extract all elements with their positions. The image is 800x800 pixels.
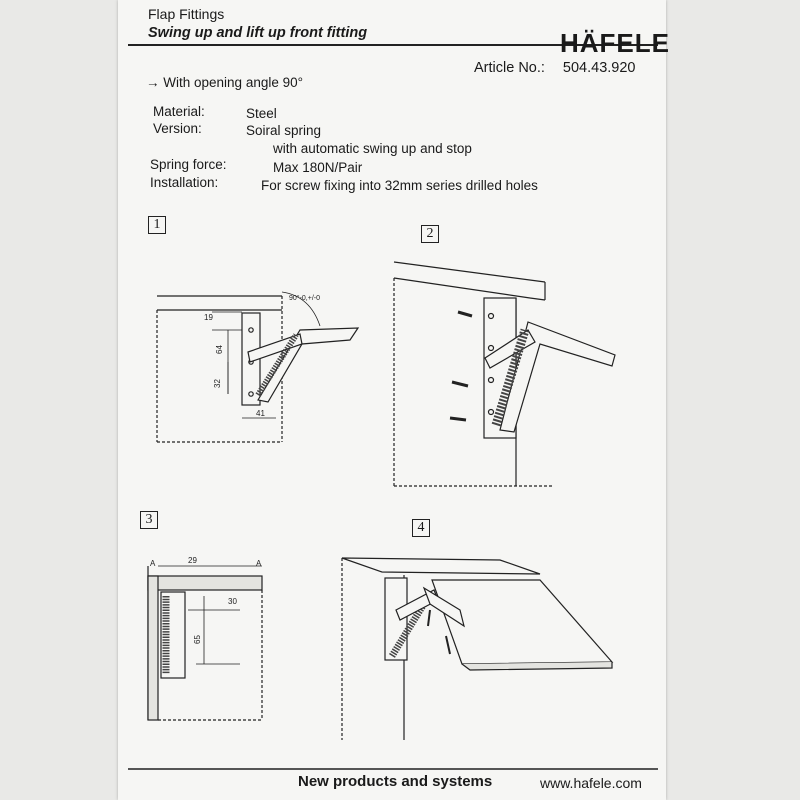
material-label: Material: [153,104,205,119]
spring-force-value: Max 180N/Pair [273,160,363,175]
footer-tagline: New products and systems [298,773,493,790]
installation-label: Installation: [150,175,219,190]
section-a-right: A [256,559,262,568]
dim-65-label: 65 [193,635,202,644]
dim-19-label: 19 [204,313,213,322]
diagram-3 [148,566,262,720]
version-value-2: with automatic swing up and stop [273,141,472,156]
spring-force-label: Spring force: [150,157,227,172]
dim-41-label: 41 [256,409,265,418]
category-label: Flap Fittings [148,6,225,22]
version-label: Version: [153,121,202,136]
installation-value: For screw fixing into 32mm series drilled holes [261,178,538,193]
section-a-left: A [150,559,156,568]
article-label: Article No.: [474,60,545,76]
document-title: Swing up and lift up front fitting [148,25,368,41]
step-3-badge: 3 [140,511,158,529]
diagram-1 [157,292,358,442]
arrow-right-icon: → [146,75,164,90]
material-value: Steel [246,106,277,121]
article-value: 504.43.920 [562,60,636,76]
diagram-2 [394,262,615,488]
diagram-4 [342,558,612,740]
footer-rule [128,768,658,770]
step-1-badge: 1 [148,216,166,234]
angle-label: 90°-0,+/-0 [289,295,321,302]
opening-angle-text: With opening angle 90° [163,75,304,90]
dim-30-label: 30 [228,597,237,606]
step-2-badge: 2 [421,225,439,243]
dim-32-label: 32 [213,379,222,388]
version-value-1: Soiral spring [246,123,322,138]
footer-website: www.hafele.com [540,775,642,791]
dim-64-label: 64 [215,345,224,354]
step-4-badge: 4 [412,519,430,537]
dim-29-label: 29 [188,556,197,565]
brand-logo: HÄFELE [560,28,670,58]
